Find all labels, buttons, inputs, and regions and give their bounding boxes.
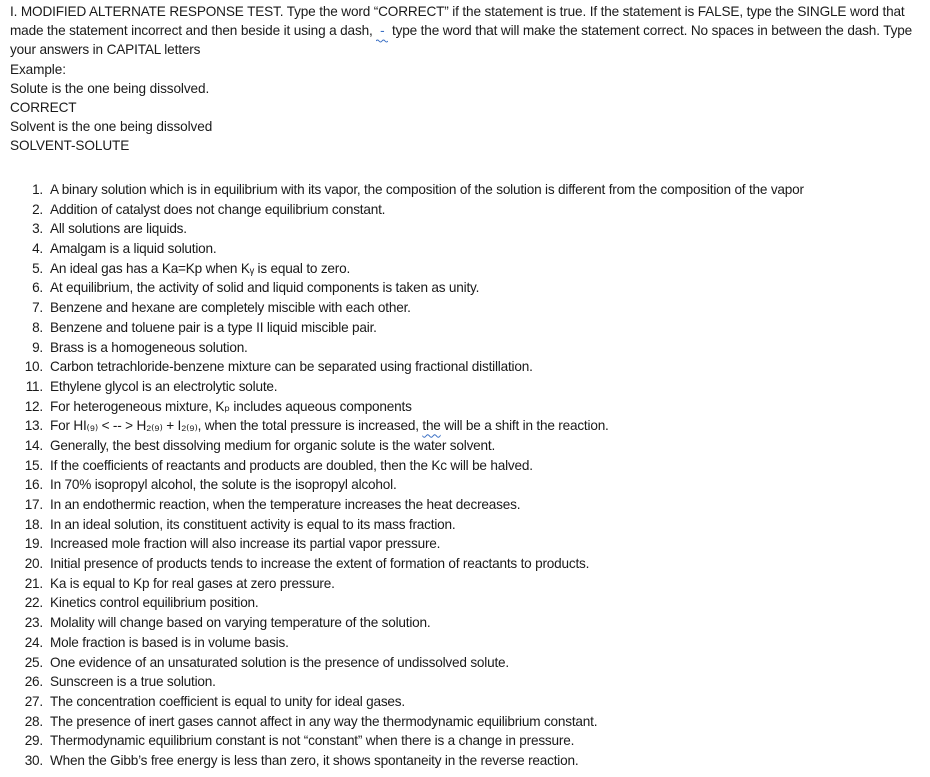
statement-text: Molality will change based on varying temperature of the solution.	[50, 615, 431, 631]
statement-text: In an endothermic reaction, when the temperature increases the heat decreases.	[50, 497, 521, 512]
statement-number: 21.	[24, 575, 43, 591]
statement-text: Carbon tetrachloride-benzene mixture can be separated using fractional distillation.	[50, 359, 533, 375]
statement-text: All solutions are liquids.	[50, 221, 187, 237]
statement-item	[10, 239, 925, 259]
statement-item	[10, 416, 925, 436]
statement-item	[10, 672, 925, 692]
statement-number: 11.	[25, 378, 43, 394]
statement-number: 27.	[24, 693, 43, 709]
example-line: Solute is the one being dissolved.	[10, 80, 210, 96]
statement-text: The concentration coefficient is equal to unity for ideal gases.	[50, 693, 405, 709]
statement-text: Mole fraction is based is in volume basis.	[50, 634, 289, 650]
statement-item	[10, 318, 925, 338]
statement-text	[50, 416, 925, 436]
statement-text: A binary solution which is in equilibrium with its vapor, the composition of the solution is different from the composition of the vapor	[50, 182, 804, 197]
statement-text: When the Gibb’s free energy is less than zero, it shows spontaneity in the reverse reaction.	[50, 752, 579, 768]
statement-text: Increased mole fraction will also increase its partial vapor pressure.	[50, 536, 441, 552]
statement-text: At equilibrium, the activity of solid and liquid components is taken as unity.	[50, 280, 480, 296]
statement-item	[10, 278, 925, 298]
statement-text: If the coefficients of reactants and products are doubled, then the Kc will be halved.	[50, 457, 533, 473]
statement-text: Benzene and hexane are completely miscible with each other.	[50, 300, 411, 316]
statement-number: 5.	[32, 260, 43, 276]
statement-text: Benzene and toluene pair is a type II liquid miscible pair.	[50, 319, 377, 335]
statement-number: 29.	[24, 733, 43, 749]
statement-list	[10, 180, 925, 771]
statement-item	[10, 298, 925, 318]
example-line: SOLVENT-SOLUTE	[10, 138, 130, 154]
statement-item	[10, 200, 925, 220]
statement-text: Sunscreen is a true solution.	[50, 674, 216, 690]
statement-item	[10, 613, 925, 633]
statement-number: 23.	[24, 615, 43, 631]
statement-number: 19.	[24, 536, 43, 552]
statement-item	[10, 397, 925, 417]
statement-text: In an ideal solution, its constituent activity is equal to its mass fraction.	[50, 516, 456, 532]
example-block	[10, 79, 925, 156]
statement-item	[10, 574, 925, 594]
statement-number: 7.	[32, 300, 43, 316]
statement-item	[10, 653, 925, 673]
statement-number: 8.	[32, 319, 43, 335]
statement-text: Ethylene glycol is an electrolytic solute.	[50, 378, 278, 394]
statement-item	[10, 712, 925, 732]
statement-text: Initial presence of products tends to increase the extent of formation of reactants to products.	[50, 556, 590, 572]
statement-text: The presence of inert gases cannot affect in any way the thermodynamic equilibrium constant.	[50, 713, 598, 729]
statement-number: 2.	[32, 201, 43, 217]
statement-text: One evidence of an unsaturated solution is the presence of undissolved solute.	[50, 654, 509, 670]
spelling-mark-text: -	[380, 23, 385, 39]
statement-item	[10, 180, 925, 200]
document-page	[10, 2, 925, 768]
statement-item	[10, 377, 925, 397]
statement-item	[10, 219, 925, 239]
statement-text: Brass is a homogeneous solution.	[50, 339, 248, 355]
statement-number: 22.	[24, 595, 43, 611]
statement-text: Addition of catalyst does not change equilibrium constant.	[50, 201, 386, 217]
statement-number: 13.	[24, 418, 43, 434]
statement-item	[10, 751, 925, 771]
statement-number: 6.	[32, 280, 43, 296]
statement-number: 15.	[24, 457, 43, 473]
statement-item	[10, 456, 925, 476]
statement-item	[10, 692, 925, 712]
instructions-text-part1: I. MODIFIED ALTERNATE RESPONSE TEST. Type the word “CORRECT” if the statement is true. If the statement is FALSE, type the SINGLE word that made the statement incorrect and then beside it using a dash,	[10, 4, 905, 39]
example-line: CORRECT	[10, 100, 77, 116]
statement-item	[10, 495, 925, 515]
statement-text: Thermodynamic equilibrium constant is not “constant” when there is a change in pressure.	[50, 733, 575, 749]
example-line: Solvent is the one being dissolved	[10, 119, 213, 135]
statement-item	[10, 633, 925, 653]
statement-number: 20.	[24, 556, 43, 572]
test-instructions	[10, 2, 925, 60]
statement-text: Generally, the best dissolving medium for organic solute is the water solvent.	[50, 437, 496, 453]
statement-number: 26.	[24, 674, 43, 690]
statement-item	[10, 436, 925, 456]
statement-item	[10, 475, 925, 495]
statement-number: 16.	[24, 477, 43, 493]
statement-text: For heterogeneous mixture, Kₚ includes aqueous components	[50, 398, 412, 414]
statement-number: 14.	[24, 437, 43, 453]
statement-item	[10, 338, 925, 358]
statement-text-flagged-word: the	[422, 418, 441, 434]
statement-item	[10, 534, 925, 554]
statement-text: Amalgam is a liquid solution.	[50, 241, 217, 257]
statement-item	[10, 554, 925, 574]
spelling-mark	[376, 21, 388, 40]
statement-number: 1.	[32, 182, 43, 197]
statement-number: 25.	[24, 654, 43, 670]
statement-number: 24.	[24, 634, 43, 650]
statement-number: 3.	[32, 221, 43, 237]
statement-number: 30.	[24, 752, 43, 768]
instructions-text-part2: type the word that will make the statement correct. No spaces in between the dash. Type your answers in CAPITAL letters	[10, 23, 913, 58]
statement-number: 17.	[24, 497, 43, 512]
statement-item	[10, 259, 925, 279]
statement-item	[10, 593, 925, 613]
statement-text-post: will be a shift in the reaction.	[440, 418, 609, 434]
statement-text: In 70% isopropyl alcohol, the solute is the isopropyl alcohol.	[50, 477, 397, 493]
spelling-squiggle-icon	[376, 39, 388, 43]
statement-number: 10.	[24, 359, 43, 375]
statement-number: 12.	[24, 398, 43, 414]
statement-item	[10, 515, 925, 535]
example-label: Example:	[10, 61, 66, 77]
statement-number: 4.	[32, 241, 43, 257]
statement-item	[10, 731, 925, 751]
statement-text: Kinetics control equilibrium position.	[50, 595, 259, 611]
statement-number: 18.	[24, 516, 43, 532]
statement-number: 28.	[24, 713, 43, 729]
statement-text: Ka is equal to Kp for real gases at zero pressure.	[50, 575, 335, 591]
statement-text: An ideal gas has a Ka=Kp when Kᵧ is equal to zero.	[50, 260, 351, 276]
statement-item	[10, 357, 925, 377]
statement-text-pre: For HI₍₉₎ < -- > H₂₍₉₎ + I₂₍₉₎, when the total pressure is increased,	[50, 418, 423, 434]
statement-number: 9.	[32, 339, 43, 355]
